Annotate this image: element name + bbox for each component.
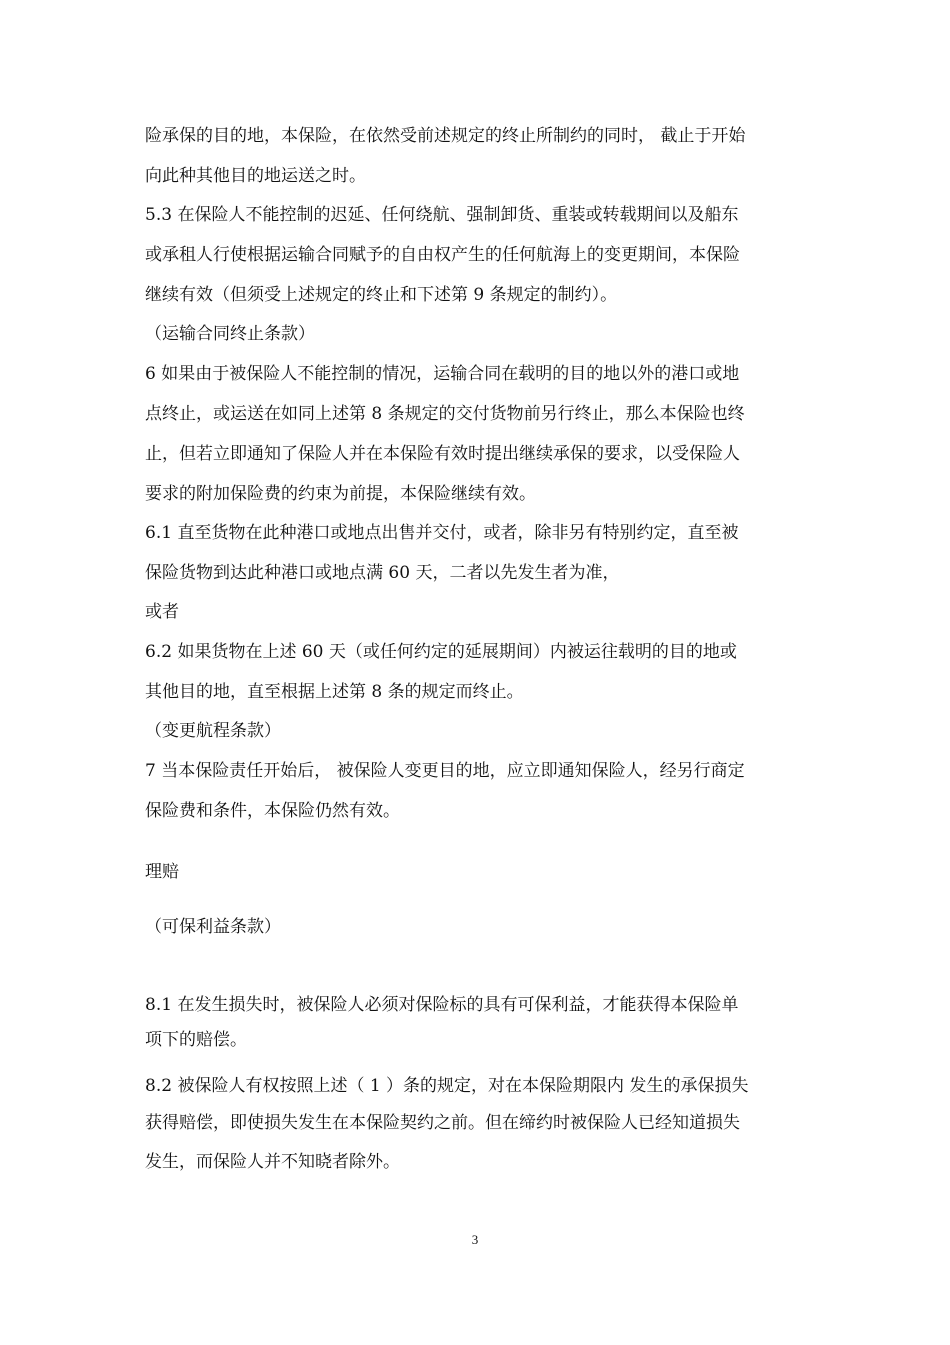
paragraph-line: 5.3 在保险人不能控制的迟延、任何绕航、强制卸货、重装或转载期间以及船东 <box>145 205 739 225</box>
paragraph-line: 8.2 被保险人有权按照上述（ 1 ）条的规定，对在本保险期限内 发生的承保损失 <box>145 1076 749 1096</box>
paragraph-line: 6 如果由于被保险人不能控制的情况，运输合同在载明的目的地以外的港口或地 <box>145 364 740 384</box>
paragraph-line: 或者 <box>145 602 179 622</box>
paragraph-line: 险承保的目的地，本保险，在依然受前述规定的终止所制约的同时， 截止于开始 <box>145 126 746 146</box>
page-number: 3 <box>471 1232 479 1247</box>
section-heading: （变更航程条款） <box>145 721 281 741</box>
paragraph-line: 项下的赔偿。 <box>145 1030 247 1050</box>
paragraph-line: 要求的附加保险费的约束为前提，本保险继续有效。 <box>145 484 536 504</box>
paragraph-line: 获得赔偿，即使损失发生在本保险契约之前。但在缔约时被保险人已经知道损失 <box>145 1113 740 1133</box>
paragraph-line: 6.1 直至货物在此种港口或地点出售并交付，或者，除非另有特别约定，直至被 <box>145 523 739 543</box>
paragraph-line: 或承租人行使根据运输合同赋予的自由权产生的任何航海上的变更期间，本保险 <box>145 245 740 265</box>
section-title: 理赔 <box>145 862 179 882</box>
paragraph-line: 发生，而保险人并不知晓者除外。 <box>145 1152 400 1172</box>
paragraph-line: 6.2 如果货物在上述 60 天（或任何约定的延展期间）内被运往载明的目的地或 <box>145 642 737 662</box>
section-heading: （可保利益条款） <box>145 917 281 937</box>
paragraph-line: 点终止，或运送在如同上述第 8 条规定的交付货物前另行终止，那么本保险也终 <box>145 404 745 424</box>
paragraph-line: 其他目的地，直至根据上述第 8 条的规定而终止。 <box>145 682 524 702</box>
paragraph-line: 7 当本保险责任开始后， 被保险人变更目的地，应立即通知保险人，经另行商定 <box>145 761 745 781</box>
paragraph-line: 8.1 在发生损失时，被保险人必须对保险标的具有可保利益，才能获得本保险单 <box>145 995 739 1015</box>
section-heading: （运输合同终止条款） <box>145 324 315 344</box>
paragraph-line: 止，但若立即通知了保险人并在本保险有效时提出继续承保的要求，以受保险人 <box>145 444 740 464</box>
paragraph-line: 保险货物到达此种港口或地点满 60 天，二者以先发生者为准， <box>145 563 620 583</box>
paragraph-line: 向此种其他目的地运送之时。 <box>145 166 366 186</box>
paragraph-line: 保险费和条件，本保险仍然有效。 <box>145 801 400 821</box>
paragraph-line: 继续有效（但须受上述规定的终止和下述第 9 条规定的制约）。 <box>145 285 618 305</box>
